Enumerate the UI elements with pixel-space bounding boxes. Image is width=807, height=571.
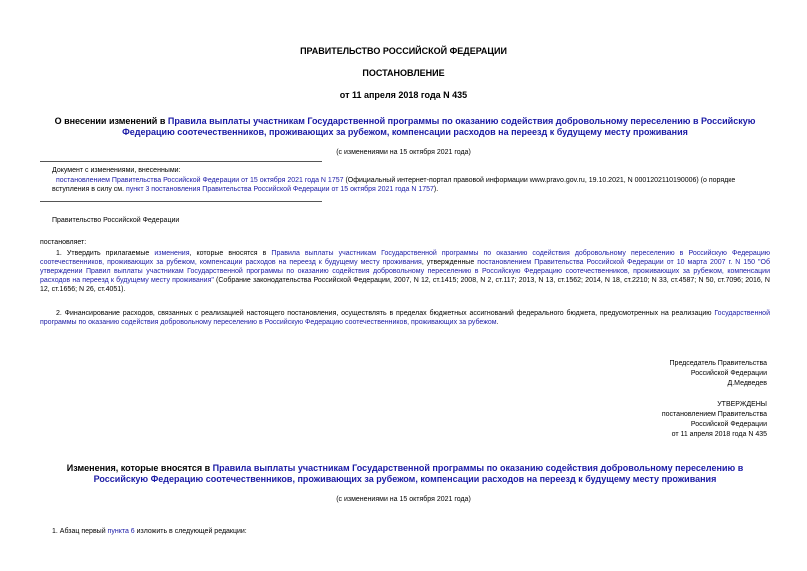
changes-title-link[interactable]: Правила выплаты участникам Государственной программы по оказанию содействия добровольному переселению в Российскую Федерацию соотечественников, проживающих за рубежом, компенсации расходов на переезд к будущему месту проживания xyxy=(93,463,744,484)
decides-line: постановляет: xyxy=(40,239,87,246)
changes-text-1: (Официальный интернет-портал правовой информации www.pravo.gov.ru, 19.10.2021, N 0001202110190006) (о порядке вступления в силу см. xyxy=(52,177,736,193)
edition-note: (с изменениями на 15 октября 2021 года) xyxy=(336,149,471,156)
p1-text-c: , утвержденные xyxy=(421,259,478,266)
paragraph-1 xyxy=(40,249,770,294)
changes-link[interactable]: изменения xyxy=(154,250,190,257)
item-1-text-b: изложить в следующей редакции: xyxy=(134,528,247,535)
signature-country: Российской Федерации xyxy=(690,370,767,377)
p2-text-b: . xyxy=(496,319,499,326)
government-line: Правительство Российской Федерации xyxy=(52,217,180,224)
changes-title-prefix: Изменения, которые вносятся в xyxy=(66,463,213,473)
approved-block xyxy=(567,400,767,440)
signature-position: Председатель Правительства xyxy=(669,360,767,367)
changes-text xyxy=(52,176,770,194)
title-link[interactable]: Правила выплаты участникам Государственной программы по оказанию содействия добровольному переселению в Российскую Федерацию соотечественников, проживающих за рубежом, компенсации расходов на переезд к будущему месту проживания xyxy=(122,116,756,137)
p2-text-a: 2. Финансирование расходов, связанных с реализацией настоящего постановления, осуществлять в пределах бюджетных ассигнований федерального бюджета, предусмотренных на реализацию xyxy=(56,310,715,317)
p1-text-b: , которые вносятся в xyxy=(189,250,272,257)
amendment-link[interactable]: постановлением Правительства Российской Федерации от 15 октября 2021 года N 1757 xyxy=(56,177,344,184)
approved-country: Российской Федерации xyxy=(690,421,767,428)
paragraph-2 xyxy=(40,309,770,327)
signature-block xyxy=(567,359,767,389)
title-prefix: О внесении изменений в xyxy=(54,116,168,126)
edition-note-2: (с изменениями на 15 октября 2021 года) xyxy=(336,496,471,503)
government-name: ПРАВИТЕЛЬСТВО РОССИЙСКОЙ ФЕДЕРАЦИИ xyxy=(300,46,507,56)
item-1 xyxy=(52,527,247,536)
p1-text-d: (Собрание законодательства Российской Федерации, 2007, N 12, ст.1415; 2008, N 2, ст.117; 2013, N 13, ст.1562; 2014, N 18, ст.2210; N 33, ст.4587; N 50, ст.7096; 2016, N 12, ст.1656; N 26, ст.4051). xyxy=(40,277,770,293)
document-type: ПОСТАНОВЛЕНИЕ xyxy=(362,68,445,78)
state-program-link[interactable]: Государственной программы по оказанию содействия добровольному переселению в Российскую Федерацию соотечественников, проживающих за рубежом xyxy=(40,310,770,326)
changes-title xyxy=(40,463,770,485)
p1-text-a: 1. Утвердить прилагаемые xyxy=(56,250,155,257)
approved-date: от 11 апреля 2018 года N 435 xyxy=(671,431,767,438)
document-title xyxy=(50,116,760,138)
point-6-link[interactable]: пункта 6 xyxy=(107,528,135,535)
resolution-150-link[interactable]: постановлением Правительства Российской Федерации от 10 марта 2007 г. N 150 "Об утверждении Правил выплаты участникам Государственной программы по оказанию содействия добровольному переселению в Российскую Федерацию соотечественников, проживающих за рубежом, компенсации расходов на переезд к будущему месту проживания" xyxy=(40,259,770,284)
item-1-text-a: 1. Абзац первый xyxy=(52,528,108,535)
document-date-number: от 11 апреля 2018 года N 435 xyxy=(339,90,468,100)
divider xyxy=(40,161,322,162)
entry-into-force-link[interactable]: пункт 3 постановления Правительства Российской Федерации от 15 октября 2021 года N 1757 xyxy=(126,186,434,193)
signature-name: Д.Медведев xyxy=(727,380,767,387)
changes-text-2: ). xyxy=(433,186,439,193)
changes-heading: Документ с изменениями, внесенными: xyxy=(52,167,181,174)
changes-box xyxy=(52,166,770,194)
approved-by: постановлением Правительства xyxy=(661,411,767,418)
approved-label: УТВЕРЖДЕНЫ xyxy=(717,401,767,408)
divider xyxy=(40,201,322,202)
rules-link[interactable]: Правила выплаты участникам Государственной программы по оказанию содействия добровольному переселению в Российскую Федерацию соотечественников, проживающих за рубежом, компенсации расходов на переезд к будущему месту проживания xyxy=(40,250,770,266)
